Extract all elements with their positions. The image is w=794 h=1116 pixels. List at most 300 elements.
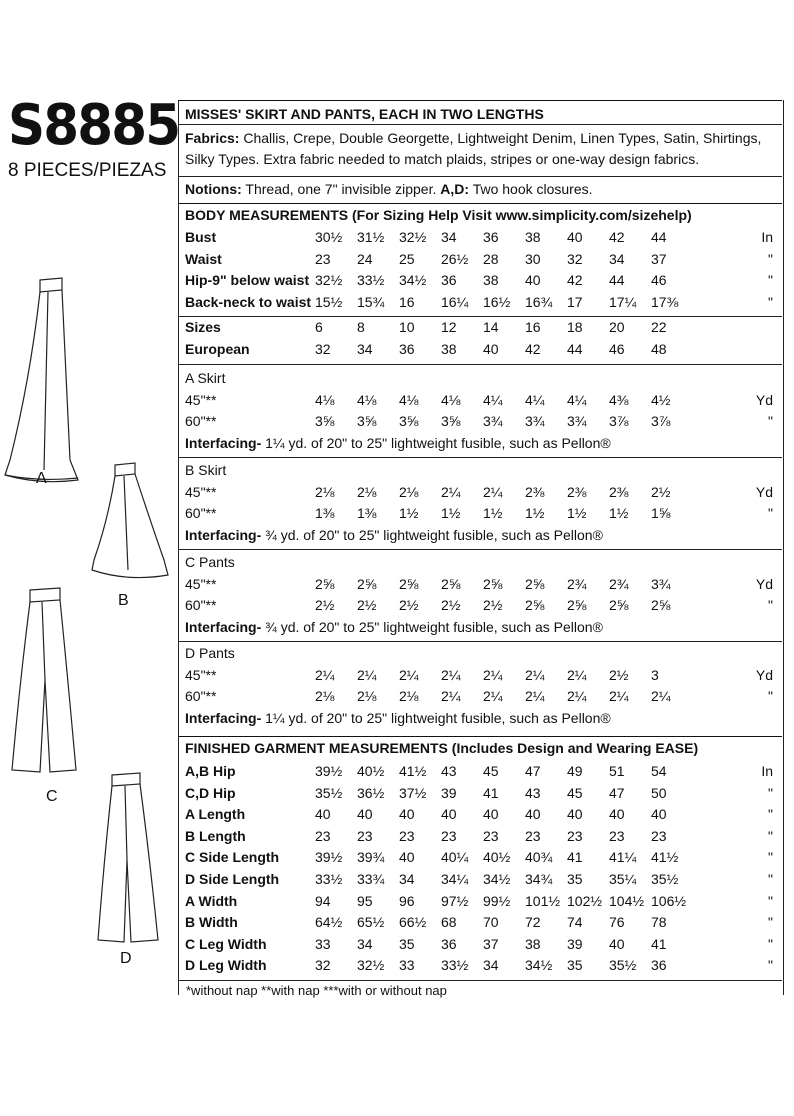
row-label: European [185,341,250,357]
row-unit: " [768,871,773,887]
table-cell: 2¼ [441,484,461,500]
table-cell: 45 [567,784,583,801]
row-unit: " [768,250,773,267]
row-unit: " [768,597,773,613]
table-cell: 3 [651,667,659,683]
table-cell: 2½ [483,597,503,613]
table-cell: 44 [609,272,625,288]
table-cell: 35½ [651,871,679,887]
table-cell: 35 [567,957,583,974]
table-cell: 32 [567,250,583,267]
table-cell: 2¼ [483,484,503,500]
table-cell: 32 [315,957,331,974]
table-row [185,413,777,433]
table-cell: 16 [399,293,415,310]
table-cell: 31½ [357,229,385,245]
table-cell: 44 [567,341,583,357]
row-unit: " [768,935,773,952]
table-cell: 35½ [315,784,343,801]
divider [178,457,782,458]
table-cell: 65½ [357,914,385,931]
table-cell: 40 [651,806,667,823]
table-cell: 2¼ [609,688,629,704]
table-cell: 40 [567,806,583,823]
table-cell: 2⅛ [315,688,335,704]
table-cell: 33½ [315,871,343,887]
table-cell: 43 [441,763,457,779]
table-cell: 33 [399,957,415,974]
table-cell: 33 [315,935,331,952]
table-cell: 3¾ [651,576,671,592]
table-cell: 40½ [357,763,385,779]
table-cell: 16 [525,319,541,335]
divider [178,980,782,981]
table-cell: 1⅝ [651,505,671,521]
table-cell: 40 [441,806,457,823]
table-row [185,688,777,708]
row-label: 60"** [185,413,217,429]
table-row [185,785,777,805]
table-cell: 1⅜ [357,505,377,521]
table-cell: 95 [357,892,373,909]
fabrics-text: Challis, Crepe, Double Georgette, Lightweight Denim, Linen Types, Satin, Shirtings, [243,130,762,146]
table-cell: 68 [441,914,457,931]
row-label: A Width [185,892,238,909]
table-cell: 4¼ [567,392,587,408]
row-unit: " [768,272,773,288]
view-label-a: A [36,470,47,487]
table-cell: 1½ [525,505,545,521]
footnote: *without nap **with nap ***with or without nap [186,983,447,998]
table-cell: 23 [483,827,499,844]
table-cell: 47 [525,763,541,779]
table-cell: 2¼ [315,667,335,683]
table-cell: 2¼ [441,688,461,704]
table-cell: 23 [399,827,415,844]
table-cell: 37 [483,935,499,952]
table-cell: 66½ [399,914,427,931]
table-cell: 47 [609,784,625,801]
table-cell: 30½ [315,229,343,245]
table-cell: 34½ [399,272,427,288]
table-cell: 104½ [609,892,645,909]
view-b-skirt-drawing [92,463,168,578]
table-cell: 17 [567,293,583,310]
body-measurements-header: BODY MEASUREMENTS (For Sizing Help Visit www.simplicity.com/sizehelp) [185,207,692,223]
table-cell: 23 [315,827,331,844]
table-cell: 3¾ [567,413,587,429]
interfacing-label: Interfacing- [185,710,262,726]
table-cell: 10 [399,319,415,335]
table-cell: 74 [567,914,583,931]
row-unit: " [768,806,773,823]
table-cell: 2⅜ [525,484,545,500]
table-cell: 44 [651,229,667,245]
table-cell: 2¼ [651,688,671,704]
interfacing-note [185,619,603,635]
table-cell: 23 [525,827,541,844]
table-cell: 16¾ [525,293,553,310]
table-cell: 2⅛ [399,484,419,500]
table-cell: 2⅝ [567,597,587,613]
table-cell: 2¼ [357,667,377,683]
table-cell: 4¼ [525,392,545,408]
table-cell: 42 [525,341,541,357]
row-label: 60"** [185,597,217,613]
row-label: 60"** [185,505,217,521]
table-row [185,957,777,977]
table-cell: 102½ [567,892,603,909]
table-cell: 41¼ [609,849,637,866]
table-cell: 64½ [315,914,343,931]
table-cell: 3⅝ [441,413,461,429]
table-cell: 42 [567,272,583,288]
table-cell: 40 [357,806,373,823]
table-cell: 36 [651,957,667,974]
row-unit: " [768,892,773,909]
table-cell: 2½ [399,597,419,613]
divider [178,203,782,204]
table-cell: 35½ [609,957,637,974]
table-cell: 4⅛ [399,392,419,408]
view-c-pants-drawing [12,588,76,772]
table-cell: 23 [651,827,667,844]
table-cell: 94 [315,892,331,909]
table-cell: 2½ [651,484,671,500]
table-cell: 25 [399,250,415,267]
table-cell: 20 [609,319,625,335]
table-cell: 34¾ [525,871,553,887]
table-cell: 4½ [651,392,671,408]
table-cell: 72 [525,914,541,931]
table-cell: 41½ [399,763,427,779]
table-cell: 17¼ [609,293,637,310]
table-cell: 36 [441,935,457,952]
row-unit: " [768,688,773,704]
notions-text: Thread, one 7" invisible zipper. [245,181,437,197]
table-cell: 34 [609,250,625,267]
table-cell: 8 [357,319,365,335]
table-cell: 101½ [525,892,561,909]
row-label: 60"** [185,688,217,704]
table-cell: 48 [651,341,667,357]
table-cell: 2¼ [441,667,461,683]
row-label: 45"** [185,576,217,592]
table-cell: 3⅝ [399,413,419,429]
view-a-skirt-drawing [5,278,78,482]
table-cell: 16½ [483,293,511,310]
table-cell: 39½ [315,849,343,866]
table-cell: 40 [609,935,625,952]
row-label: Bust [185,229,217,245]
table-cell: 42 [609,229,625,245]
table-cell: 33½ [441,957,469,974]
table-cell: 34 [357,341,373,357]
table-cell: 12 [441,319,457,335]
table-cell: 2⅛ [357,484,377,500]
table-row [185,849,777,869]
table-cell: 49 [567,763,583,779]
table-cell: 2¼ [567,688,587,704]
table-cell: 51 [609,763,625,779]
table-row [185,294,777,314]
row-unit: In [761,763,773,779]
table-cell: 2½ [357,597,377,613]
interfacing-label: Interfacing- [185,527,262,543]
table-row [185,319,777,339]
table-cell: 39½ [315,763,343,779]
row-label: C,D Hip [185,784,236,801]
divider [178,176,782,177]
table-cell: 1½ [609,505,629,521]
table-row [185,576,777,596]
table-cell: 2⅝ [315,576,335,592]
table-row [185,828,777,848]
table-cell: 4⅜ [609,392,629,408]
table-cell: 3⅝ [315,413,335,429]
table-cell: 34½ [525,957,553,974]
view-label-b: B [118,592,129,609]
table-cell: 2¾ [567,576,587,592]
row-label: C Leg Width [185,935,267,952]
table-cell: 97½ [441,892,469,909]
row-label: Waist [185,250,222,267]
table-cell: 2¼ [567,667,587,683]
row-unit: " [768,413,773,429]
pattern-number: S8885 [8,93,180,158]
table-cell: 54 [651,763,667,779]
table-row [185,484,777,504]
finished-measurements-header: FINISHED GARMENT MEASUREMENTS (Includes Design and Wearing EASE) [185,740,699,756]
garment-drawings [0,260,180,1000]
row-unit: " [768,957,773,974]
table-cell: 2½ [441,597,461,613]
fabrics-line-1 [185,130,761,146]
table-cell: 3¾ [525,413,545,429]
table-cell: 37½ [399,784,427,801]
table-cell: 40 [525,272,541,288]
table-cell: 2¾ [609,576,629,592]
table-cell: 41 [567,849,583,866]
table-row [185,806,777,826]
table-cell: 2¼ [483,688,503,704]
table-cell: 24 [357,250,373,267]
table-cell: 2¼ [399,667,419,683]
table-row [185,272,777,292]
table-cell: 40 [399,806,415,823]
row-label: Sizes [185,319,221,335]
divider [178,100,782,101]
interfacing-text: ¾ yd. of 20" to 25" lightweight fusible, such as Pellon® [265,619,603,635]
table-cell: 23 [609,827,625,844]
table-cell: 40 [609,806,625,823]
table-cell: 3⅝ [357,413,377,429]
table-cell: 43 [525,784,541,801]
view-name: C Pants [185,554,235,570]
table-cell: 2⅝ [651,597,671,613]
table-row [185,914,777,934]
table-row [185,667,777,687]
table-cell: 3¾ [483,413,503,429]
interfacing-text: 1¼ yd. of 20" to 25" lightweight fusible, such as Pellon® [265,710,611,726]
table-cell: 39 [441,784,457,801]
interfacing-note [185,710,611,726]
row-unit: " [768,784,773,801]
table-cell: 40½ [483,849,511,866]
table-cell: 46 [651,272,667,288]
table-cell: 36 [399,341,415,357]
table-cell: 4¼ [483,392,503,408]
table-cell: 106½ [651,892,687,909]
table-cell: 2¼ [525,688,545,704]
table-cell: 3⅞ [609,413,629,429]
table-cell: 38 [525,935,541,952]
table-cell: 96 [399,892,415,909]
table-cell: 32½ [315,272,343,288]
table-cell: 70 [483,914,499,931]
table-cell: 2⅛ [357,688,377,704]
table-cell: 28 [483,250,499,267]
row-label: Back-neck to waist [185,293,312,310]
fabrics-line-2: Silky Types. Extra fabric needed to match plaids, stripes or one-way design fabrics. [185,151,700,167]
table-cell: 23 [357,827,373,844]
table-cell: 2½ [609,667,629,683]
table-cell: 17⅜ [651,293,679,310]
table-cell: 4⅛ [315,392,335,408]
row-unit: " [768,914,773,931]
row-unit: " [768,293,773,310]
table-cell: 1½ [441,505,461,521]
divider [178,641,782,642]
table-cell: 23 [441,827,457,844]
divider [178,549,782,550]
table-cell: 1½ [399,505,419,521]
view-label-d: D [120,950,132,967]
table-cell: 33¾ [357,871,385,887]
table-cell: 38 [441,341,457,357]
view-d-pants-drawing [98,773,158,942]
view-label-c: C [46,788,58,805]
table-cell: 2⅜ [567,484,587,500]
table-cell: 2⅝ [525,576,545,592]
interfacing-text: 1¼ yd. of 20" to 25" lightweight fusible, such as Pellon® [265,435,611,451]
table-cell: 39 [567,935,583,952]
table-row [185,505,777,525]
table-cell: 2⅛ [315,484,335,500]
table-cell: 40 [483,341,499,357]
notions-ad-label: A,D: [440,181,470,197]
notions-label: Notions: [185,181,242,197]
row-unit: In [761,229,773,245]
table-cell: 40 [567,229,583,245]
table-cell: 40 [483,806,499,823]
table-row [185,936,777,956]
table-cell: 2⅝ [399,576,419,592]
notions-line [185,181,593,197]
fabrics-label: Fabrics: [185,130,240,146]
row-unit: " [768,827,773,844]
table-row [185,341,777,361]
row-unit: Yd [755,392,773,408]
table-cell: 2⅜ [609,484,629,500]
table-cell: 6 [315,319,323,335]
row-label: B Width [185,914,238,931]
table-cell: 1½ [483,505,503,521]
table-cell: 39¾ [357,849,385,866]
table-cell: 4⅛ [441,392,461,408]
pattern-title: MISSES' SKIRT AND PANTS, EACH IN TWO LENGTHS [185,106,544,122]
row-unit: " [768,505,773,521]
interfacing-text: ¾ yd. of 20" to 25" lightweight fusible, such as Pellon® [265,527,603,543]
notions-ad-text: Two hook closures. [472,181,593,197]
view-name: A Skirt [185,370,226,386]
table-cell: 40 [315,806,331,823]
row-label: Hip-9" below waist [185,272,310,288]
interfacing-label: Interfacing- [185,435,262,451]
table-row [185,251,777,271]
table-cell: 46 [609,341,625,357]
table-cell: 76 [609,914,625,931]
table-cell: 78 [651,914,667,931]
row-unit: " [768,849,773,866]
table-cell: 34 [399,871,415,887]
table-cell: 36 [441,272,457,288]
row-label: B Length [185,827,246,844]
row-label: 45"** [185,484,217,500]
table-cell: 2⅛ [399,688,419,704]
table-cell: 50 [651,784,667,801]
divider [178,736,782,737]
table-cell: 26½ [441,250,469,267]
interfacing-note [185,435,611,451]
table-cell: 2¼ [483,667,503,683]
table-cell: 35 [399,935,415,952]
table-cell: 15¾ [357,293,385,310]
row-unit: Yd [755,576,773,592]
row-label: A,B Hip [185,763,236,779]
table-cell: 30 [525,250,541,267]
table-row [185,392,777,412]
table-cell: 35¼ [609,871,637,887]
table-cell: 33½ [357,272,385,288]
table-cell: 40 [399,849,415,866]
table-cell: 1½ [567,505,587,521]
table-row [185,893,777,913]
table-cell: 99½ [483,892,511,909]
table-cell: 16¼ [441,293,469,310]
table-cell: 22 [651,319,667,335]
interfacing-label: Interfacing- [185,619,262,635]
table-cell: 36½ [357,784,385,801]
table-cell: 32½ [357,957,385,974]
table-row [185,597,777,617]
row-unit: Yd [755,667,773,683]
table-cell: 41½ [651,849,679,866]
table-row [185,871,777,891]
divider [178,124,782,125]
table-cell: 40¾ [525,849,553,866]
table-cell: 34½ [483,871,511,887]
divider [178,364,782,365]
table-cell: 2⅝ [357,576,377,592]
table-cell: 15½ [315,293,343,310]
interfacing-note [185,527,603,543]
row-label: D Side Length [185,871,280,887]
row-label: A Length [185,806,246,823]
table-cell: 32 [315,341,331,357]
table-cell: 2⅝ [609,597,629,613]
row-label: 45"** [185,392,217,408]
